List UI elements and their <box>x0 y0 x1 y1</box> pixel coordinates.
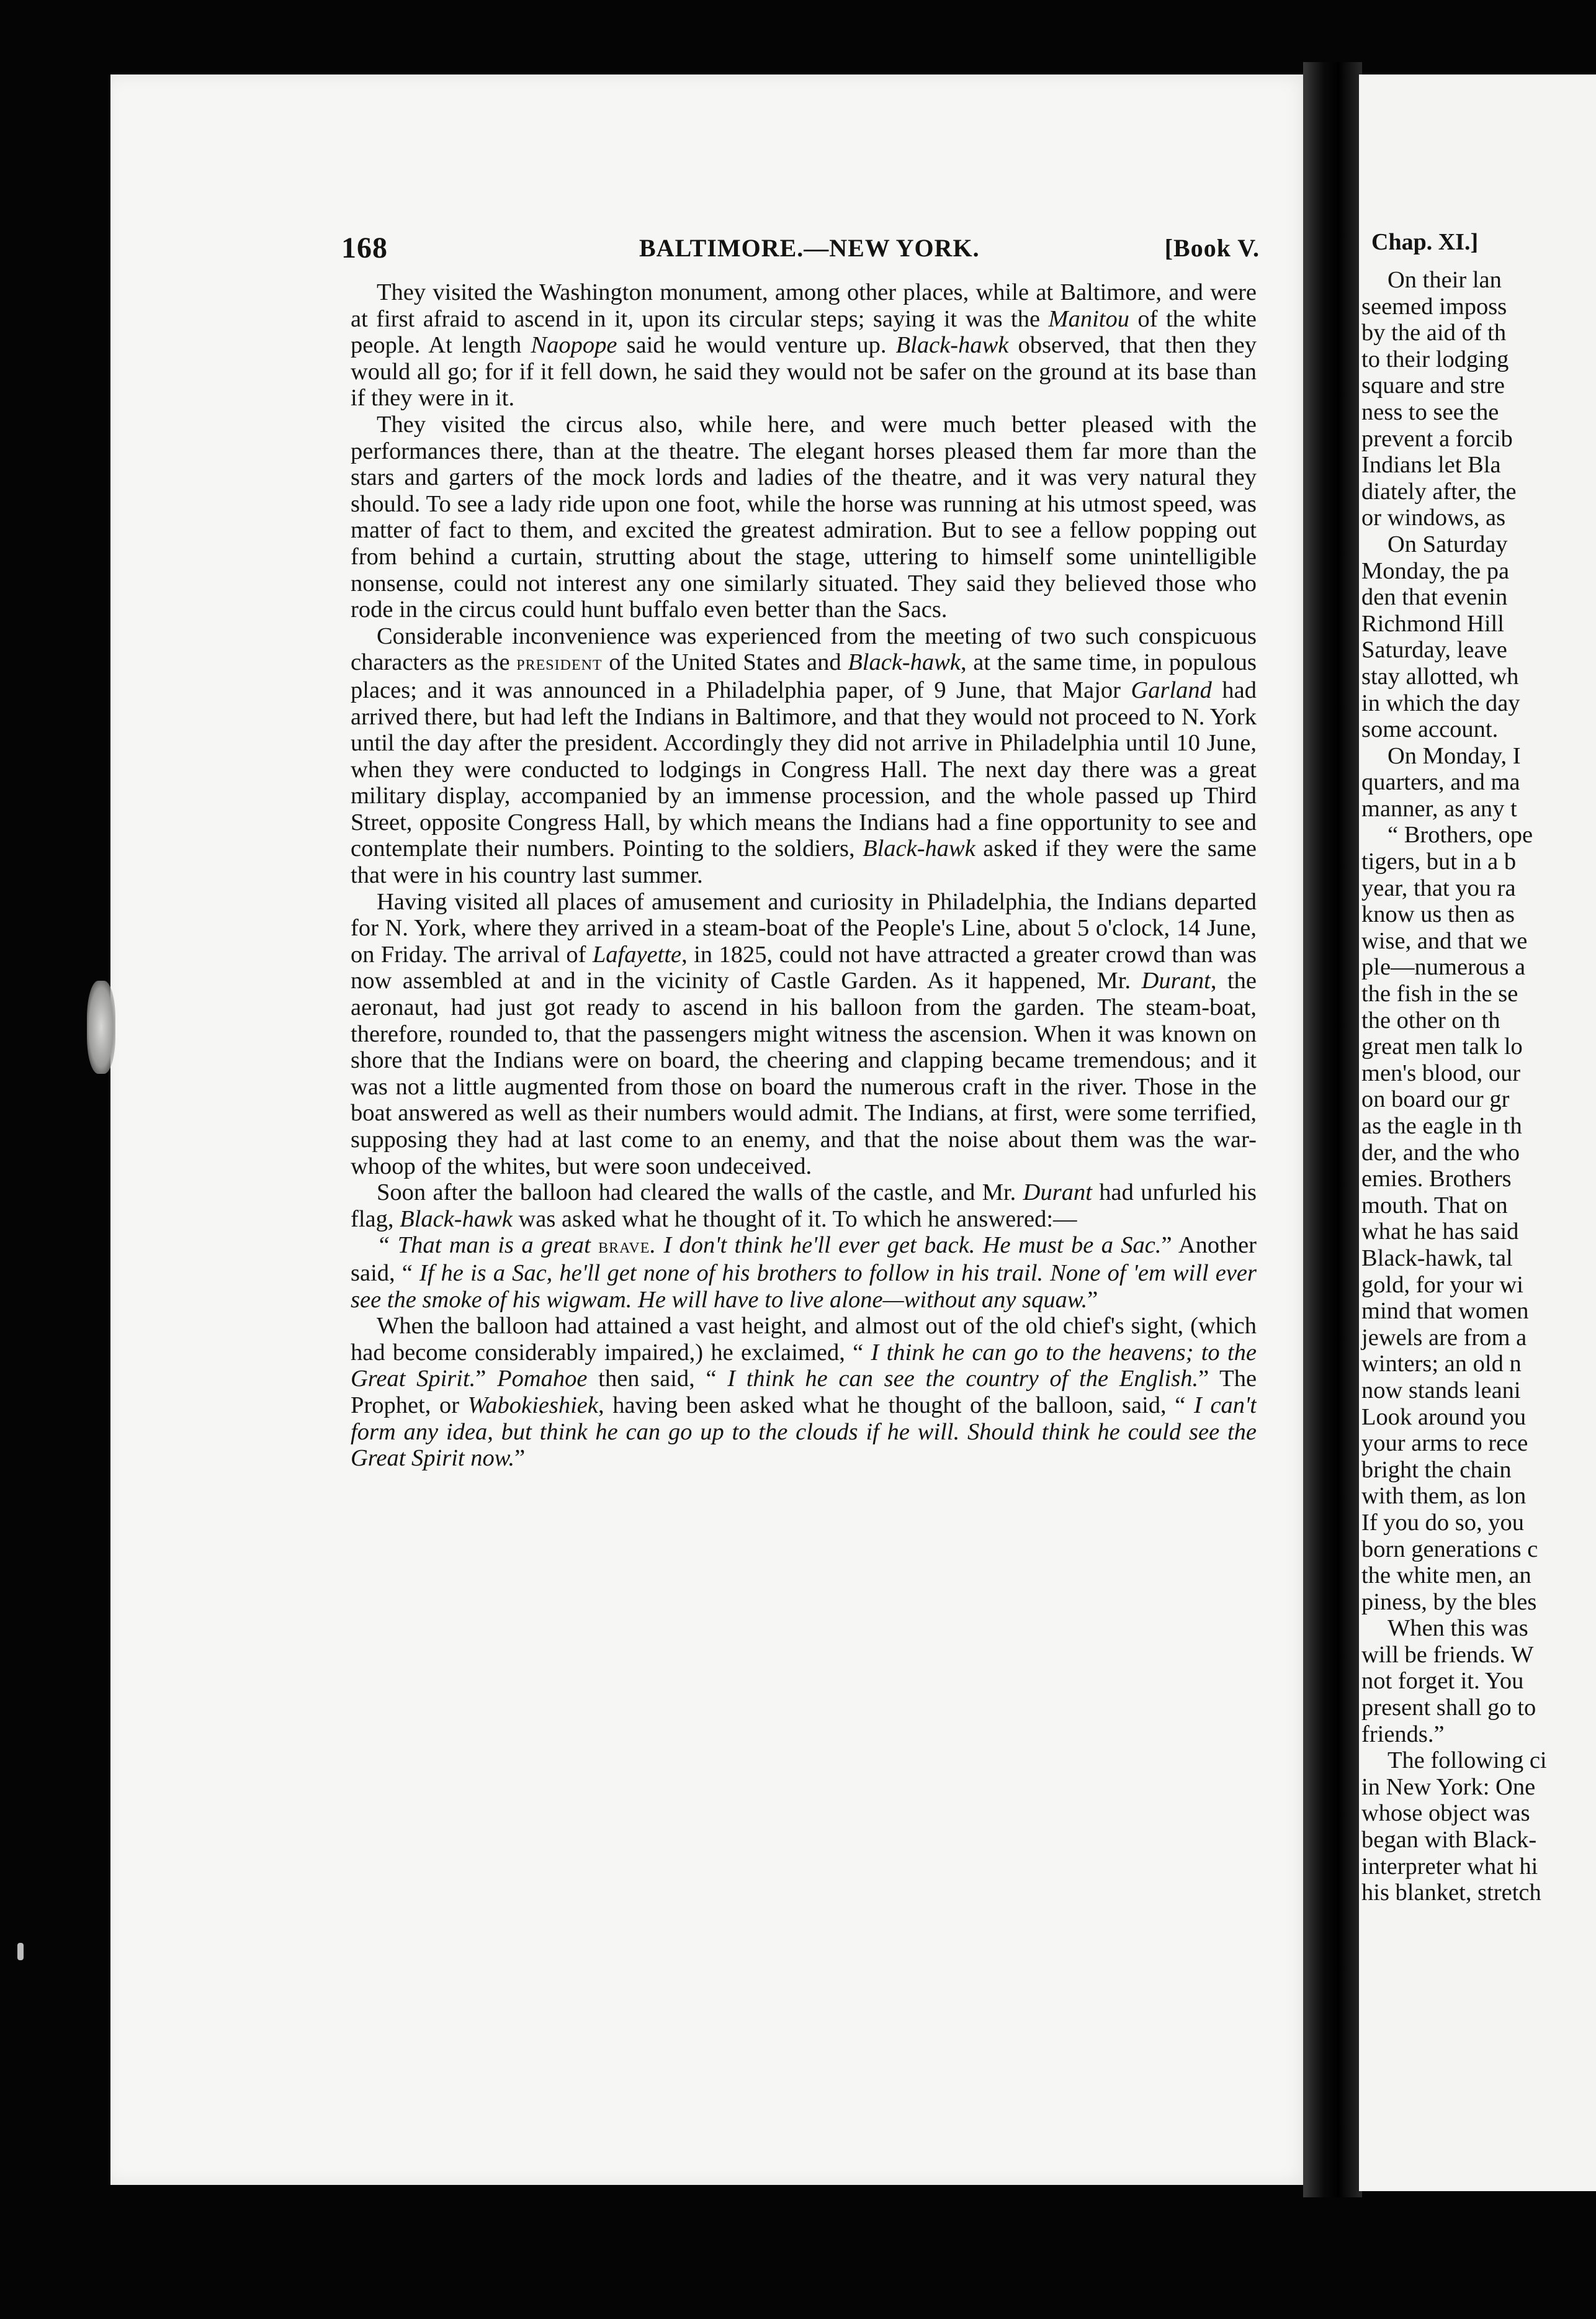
text-line: When this was <box>1388 1615 1528 1642</box>
text-line: in New York: One <box>1361 1773 1536 1800</box>
text-line: square and stre <box>1361 372 1505 399</box>
left-page-text <box>351 279 1257 2017</box>
text-line: interpreter what hi <box>1361 1853 1538 1880</box>
text-line: great men talk lo <box>1361 1033 1523 1060</box>
text-run: said he would venture up. <box>617 332 896 359</box>
text-line: If you do so, you <box>1361 1509 1524 1536</box>
italic-text: . I don't think he'll ever get back. He must be a Sac. <box>650 1232 1162 1259</box>
text-line: manner, as any t <box>1361 795 1517 822</box>
text-line: ness to see the <box>1361 399 1499 425</box>
text-line: gold, for your wi <box>1361 1271 1523 1298</box>
italic-text: Naopope <box>531 332 617 359</box>
paragraph <box>351 1232 1257 1313</box>
text-line: men's blood, our <box>1361 1060 1521 1086</box>
text-line: or windows, as <box>1361 505 1506 531</box>
italic-text: Black-hawk <box>895 332 1009 359</box>
text-run: , at the same time, in populous places; and it was announced in a Philadelphia paper, of 9 June, that Major <box>351 649 1257 703</box>
text-run: ” <box>514 1445 526 1472</box>
text-line: prevent a forcib <box>1361 425 1513 452</box>
italic-text: Black-hawk <box>400 1205 513 1232</box>
text-run: , in 1825, could not have attracted a greater crowd than was now assembled at and in the vicinity of Castle Garden. As it happened, Mr. <box>351 941 1257 994</box>
running-title: BALTIMORE.—NEW YORK. <box>639 234 980 262</box>
text-run: Considerable inconvenience was experienced from the meeting of two such conspicuous characters as the <box>351 623 1257 676</box>
text-line: quarters, and ma <box>1361 769 1520 796</box>
right-page <box>1359 74 1596 2191</box>
text-line: by the aid of th <box>1361 320 1507 346</box>
text-line: now stands leani <box>1361 1377 1521 1403</box>
text-line: not forget it. You <box>1361 1668 1524 1695</box>
text-line: to their lodging <box>1361 346 1509 372</box>
text-run: , having been asked what he thought of the balloon, said, “ <box>598 1392 1195 1418</box>
text-line: Saturday, leave <box>1361 637 1507 664</box>
text-run: had unfurled his flag, <box>351 1179 1257 1232</box>
text-line: piness, by the bles <box>1361 1588 1537 1615</box>
text-line: friends.” <box>1361 1721 1445 1747</box>
text-line: Indians let Bla <box>1361 452 1501 479</box>
text-run: was asked what he thought of it. To which he answered:— <box>512 1205 1077 1232</box>
text-run: Having visited all places of amusement and curiosity in Philadelphia, the Indians departed for N. York, where they arrived in a steam-boat of the People's Line, about 5 o'clock, 14 June, on Friday. The arrival of <box>351 888 1257 968</box>
text-run: of the United States and <box>602 649 848 676</box>
text-line: On Saturday <box>1388 531 1508 557</box>
text-line: wise, and that we <box>1361 927 1528 954</box>
text-run: Soon after the balloon had cleared the walls of the castle, and Mr. <box>377 1179 1023 1206</box>
paragraph <box>351 1179 1257 1232</box>
text-line: mouth. That on <box>1361 1192 1508 1218</box>
right-running-head: Chap. XI.] <box>1371 229 1479 255</box>
text-line: whose object was <box>1361 1800 1530 1827</box>
text-run: ” <box>475 1366 498 1392</box>
paragraph <box>351 279 1257 412</box>
text-line: some account. <box>1361 716 1499 743</box>
text-line: began with Black- <box>1361 1827 1537 1853</box>
text-line: jewels are from a <box>1361 1324 1527 1351</box>
text-line: born generations c <box>1361 1536 1538 1562</box>
text-line: on board our gr <box>1361 1086 1510 1113</box>
italic-text: “ That man is a great <box>377 1232 599 1259</box>
text-line: ple—numerous a <box>1361 954 1526 981</box>
text-line: what he has said <box>1361 1218 1519 1245</box>
text-run: They visited the Washington monument, among other places, while at Baltimore, and were at first afraid to ascend in it, upon its circular steps; saying it was the <box>351 279 1257 332</box>
text-run: then said, “ <box>587 1366 728 1392</box>
text-line: winters; an old n <box>1361 1351 1522 1377</box>
text-line: present shall go to <box>1361 1695 1536 1721</box>
italic-text: Durant <box>1023 1179 1092 1206</box>
text-line: diately after, the <box>1361 478 1517 505</box>
text-line: “ Brothers, ope <box>1388 822 1533 849</box>
italic-text: If he is a Sac, he'll get none of his brothers to follow in his trail. None of 'em will ever see the smoke of his wigwam. He will have to live alone—without any squaw. <box>351 1259 1257 1313</box>
page-gutter <box>1303 62 1362 2197</box>
text-run: They visited the circus also, while here, and were much better pleased with the performances there, than at the theatre. The elegant horses pleased them far more than the stars and garters of the mock lords and ladies of the theatre, and it was very natural they should. To see a lady ride upon one foot, while the horse was running at his utmost speed, was matter of fact to them, and excited the greatest admiration. But to see a fellow popping out from behind a curtain, strutting about the stage, uttering to himself some unintelligible nonsense, could not interest any one similarly situated. They said they believed those who rode in the circus could hunt buffalo even better than the Sacs. <box>351 411 1257 623</box>
italic-text: Wabokieshiek <box>467 1392 598 1418</box>
text-line: stay allotted, wh <box>1361 663 1519 690</box>
italic-text: I think he can go to the heavens; to the Great Spirit. <box>351 1339 1257 1392</box>
text-line: On their lan <box>1388 267 1502 293</box>
small-caps-text: president <box>516 652 603 675</box>
scan-smudge <box>87 981 115 1074</box>
text-line: mind that women <box>1361 1298 1529 1325</box>
italic-text: Manitou <box>1048 305 1129 332</box>
italic-text: Black-hawk <box>848 649 961 676</box>
text-line: Look around you <box>1361 1403 1527 1430</box>
text-line: the other on th <box>1361 1007 1500 1033</box>
paragraph <box>351 412 1257 623</box>
italic-text: Black-hawk <box>863 835 975 862</box>
italic-text: Lafayette <box>592 941 682 968</box>
text-line: as the eagle in th <box>1361 1113 1522 1139</box>
text-run: ” The Prophet, or <box>351 1366 1257 1418</box>
text-line: der, and the who <box>1361 1139 1520 1166</box>
text-line: will be friends. W <box>1361 1641 1534 1668</box>
text-line: seemed imposs <box>1361 293 1507 320</box>
text-line: Black-hawk, tal <box>1361 1245 1513 1271</box>
book-label: [Book V. <box>1164 234 1260 262</box>
text-run: had arrived there, but had left the Indians in Baltimore, and that they would not proceed to N. York until the day after the president. Accordingly they did not arrive in Philadelphia until 10 June, when they were conducted to lodgings in Congress Hall. The next day there was a great military display, accompanied by an immense procession, and the whole passed up Third Street, opposite Congress Hall, by which means the Indians had a fine opportunity to see and contemplate their numbers. Pointing to the soldiers, <box>351 677 1257 862</box>
italic-text: I think he can see the country of the English. <box>727 1366 1199 1392</box>
text-line: Richmond Hill <box>1361 610 1504 637</box>
small-caps-text: brave <box>598 1235 650 1258</box>
text-run: observed, that then they would all go; for if it fell down, he said they would not be safer on the ground at its base than if they were in it. <box>351 332 1257 412</box>
text-line: emies. Brothers <box>1361 1166 1512 1192</box>
text-line: tigers, but in a b <box>1361 849 1517 875</box>
text-run: of the white people. At length <box>351 305 1257 359</box>
page-number: 168 <box>341 232 388 264</box>
text-line: Monday, the pa <box>1361 557 1510 584</box>
italic-text: I can't form any idea, but think he can go up to the clouds if he will. Should think he could see the Great Spirit now. <box>351 1392 1257 1472</box>
running-head <box>341 231 1260 268</box>
right-page-text <box>1361 267 1596 1906</box>
paragraph <box>351 889 1257 1180</box>
text-line: den that evenin <box>1361 584 1508 611</box>
paragraph <box>351 623 1257 889</box>
text-line: the fish in the se <box>1361 981 1518 1007</box>
italic-text: Garland <box>1131 677 1212 703</box>
text-line: your arms to rece <box>1361 1430 1528 1457</box>
text-run: ” <box>1087 1286 1098 1313</box>
italic-text: Durant <box>1141 968 1211 994</box>
text-line: The following ci <box>1388 1747 1547 1774</box>
text-run: ” Another said, “ <box>351 1232 1257 1286</box>
text-run: asked if they were the same that were in his country last summer. <box>351 835 1257 889</box>
text-run: When the balloon had attained a vast height, and almost out of the old chief's sight, (which had become considerably impaired,) he exclaimed, “ <box>351 1313 1257 1366</box>
text-line: with them, as lon <box>1361 1483 1527 1510</box>
scan-mark <box>17 1943 24 1960</box>
text-line: On Monday, I <box>1388 742 1521 769</box>
text-run: , the aeronaut, had just got ready to ascend in his balloon from the garden. The steam-boat, therefore, rounded to, that the passengers might witness the ascension. When it was known on shore that the Indians were on board, the cheering and clapping became tremendous; and it was not a little augmented from those on board the numerous craft in the river. Those in the boat answered as well as their numbers would admit. The Indians, at first, were some terrified, supposing they had at last come to an enemy, and that the noise about them was the war-whoop of the whites, but were soon undeceived. <box>351 968 1257 1179</box>
text-line: the white men, an <box>1361 1562 1531 1589</box>
text-line: his blanket, stretch <box>1361 1880 1541 1906</box>
italic-text: Pomahoe <box>497 1366 588 1392</box>
paragraph <box>351 1313 1257 1472</box>
text-line: know us then as <box>1361 901 1515 928</box>
text-line: year, that you ra <box>1361 875 1516 901</box>
text-line: in which the day <box>1361 690 1520 716</box>
text-line: bright the chain <box>1361 1456 1512 1483</box>
